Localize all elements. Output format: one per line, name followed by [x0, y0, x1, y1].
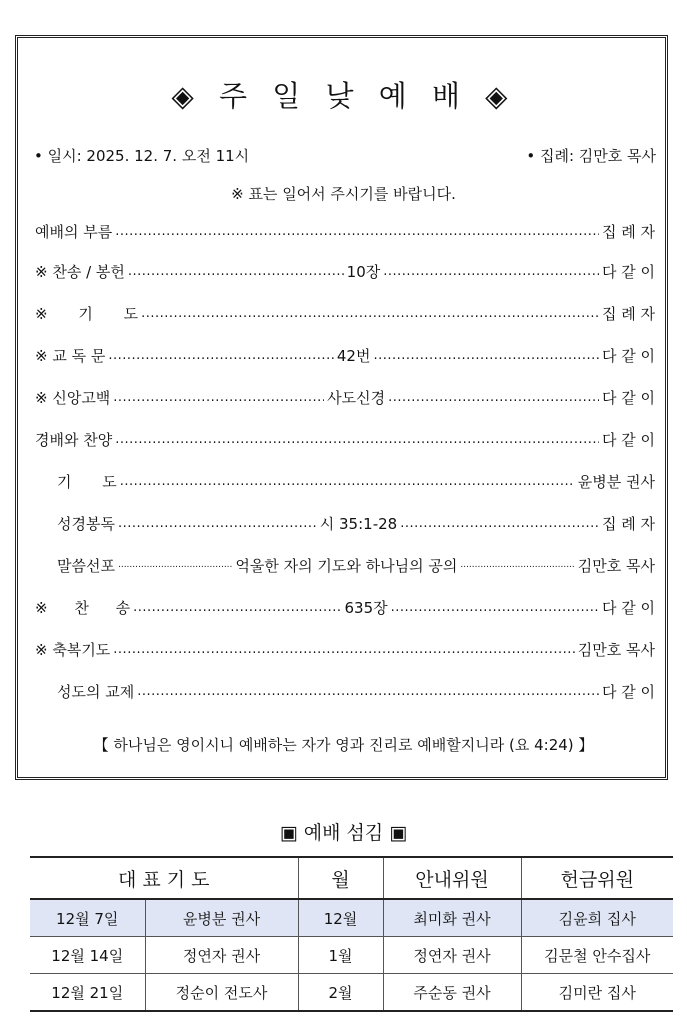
dot-leader — [133, 600, 341, 615]
order-label: ※ 찬송 / 봉헌 — [35, 262, 125, 281]
dot-leader — [388, 390, 599, 405]
prayer-person: 윤병분 권사 — [145, 899, 298, 937]
order-item — [57, 512, 655, 534]
dot-leader — [118, 560, 232, 570]
order-detail: 시 35:1-28 — [319, 514, 398, 533]
table-row — [30, 899, 673, 937]
order-item — [35, 220, 655, 242]
order-item — [35, 344, 655, 366]
order-person: 김만호 목사 — [577, 640, 655, 659]
order-item — [57, 554, 655, 576]
usher-person: 주순동 권사 — [383, 974, 521, 1012]
dot-leader — [118, 516, 317, 531]
order-item — [35, 638, 655, 660]
order-person: 다 같 이 — [601, 346, 655, 365]
service-leader: • 집례: 김만호 목사 — [526, 147, 656, 165]
prayer-date: 12월 7일 — [30, 899, 145, 937]
sermon-title: 억울한 자의 기도와 하나님의 공의 — [235, 556, 458, 575]
table-header-row — [30, 857, 673, 899]
dot-leader — [137, 684, 599, 699]
order-item — [35, 596, 655, 618]
service-section-title: ▣ 예배 섬김 ▣ — [279, 822, 408, 844]
dot-leader — [391, 600, 599, 615]
table-row — [30, 974, 673, 1012]
dot-leader — [113, 642, 574, 657]
dot-leader — [460, 560, 574, 570]
dot-leader — [108, 348, 334, 363]
header-prayer: 대 표 기 도 — [30, 857, 298, 899]
prayer-date: 12월 14일 — [30, 937, 145, 974]
dot-leader — [400, 516, 599, 531]
offering-person: 김윤희 집사 — [521, 899, 673, 937]
dot-leader — [141, 306, 599, 321]
order-label: 예배의 부름 — [35, 222, 113, 241]
usher-person: 최미화 권사 — [383, 899, 521, 937]
header-month: 월 — [298, 857, 383, 899]
order-detail: 사도신경 — [327, 388, 386, 407]
order-item — [57, 680, 655, 702]
order-person: 김만호 목사 — [577, 556, 655, 575]
offering-person: 김문철 안수집사 — [521, 937, 673, 974]
dot-leader — [383, 264, 599, 279]
header-offering: 헌금위원 — [521, 857, 673, 899]
header-usher: 안내위원 — [383, 857, 521, 899]
order-label: 경배와 찬양 — [35, 430, 113, 449]
order-detail: 10장 — [346, 262, 381, 281]
dot-leader — [115, 224, 599, 239]
order-person: 집 례 자 — [601, 304, 655, 323]
order-item — [35, 428, 655, 450]
worship-title: ◈ 주 일 낮 예 배 ◈ — [171, 79, 516, 113]
usher-person: 정연자 권사 — [383, 937, 521, 974]
order-label: ※ 교 독 문 — [35, 346, 106, 365]
prayer-person: 정순이 전도사 — [145, 974, 298, 1012]
order-person: 다 같 이 — [601, 682, 655, 701]
order-person: 다 같 이 — [601, 430, 655, 449]
order-label: ※ 찬 송 — [35, 598, 131, 617]
prayer-person: 정연자 권사 — [145, 937, 298, 974]
table-row — [30, 937, 673, 974]
service-duty-table — [30, 856, 673, 1012]
month-cell: 1월 — [298, 937, 383, 974]
month-cell: 2월 — [298, 974, 383, 1012]
order-label: 성도의 교제 — [57, 682, 135, 701]
dot-leader — [120, 474, 575, 489]
dot-leader — [113, 390, 324, 405]
order-label: ※ 신앙고백 — [35, 388, 111, 407]
order-item — [35, 302, 655, 324]
service-datetime: • 일시: 2025. 12. 7. 오전 11시 — [34, 147, 250, 165]
stand-notice: ※ 표는 일어서 주시기를 바랍니다. — [231, 185, 456, 203]
prayer-date: 12월 21일 — [30, 974, 145, 1012]
order-label: 기 도 — [57, 472, 117, 491]
order-person: 다 같 이 — [601, 388, 655, 407]
order-person: 윤병분 권사 — [577, 472, 655, 491]
dot-leader — [115, 432, 599, 447]
order-person: 다 같 이 — [602, 262, 656, 281]
order-label: 성경봉독 — [57, 514, 115, 533]
scripture-verse: 【 하나님은 영이시니 예배하는 자가 영과 진리로 예배할지니라 (요 4:24) 】 — [93, 736, 594, 754]
order-detail: 42번 — [336, 346, 371, 365]
order-label: 말씀선포 — [57, 556, 115, 575]
dot-leader — [373, 348, 599, 363]
order-person: 집 례 자 — [601, 514, 655, 533]
dot-leader — [128, 264, 344, 279]
offering-person: 김미란 집사 — [521, 974, 673, 1012]
order-item — [35, 260, 655, 282]
order-item — [35, 386, 655, 408]
order-person: 집 례 자 — [601, 222, 655, 241]
order-label: ※ 기 도 — [35, 304, 139, 323]
order-person: 다 같 이 — [602, 598, 656, 617]
month-cell: 12월 — [298, 899, 383, 937]
order-detail: 635장 — [344, 598, 388, 617]
order-label: ※ 축복기도 — [35, 640, 111, 659]
order-item — [57, 470, 655, 492]
